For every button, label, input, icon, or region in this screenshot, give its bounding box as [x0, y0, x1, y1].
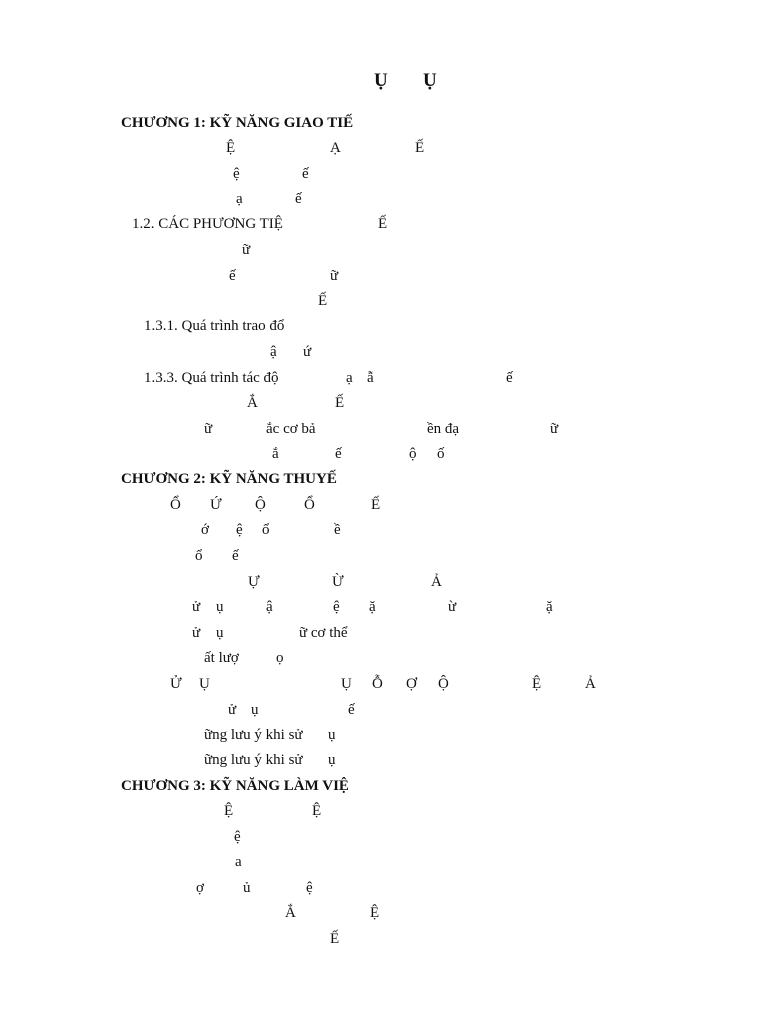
- toc-fragment: ụ: [216, 599, 224, 615]
- section-1-3-3-heading: 1.3.3. Quá trình tác độ: [144, 370, 279, 386]
- toc-fragment: ắ: [272, 446, 279, 462]
- toc-fragment: ế: [295, 191, 302, 207]
- toc-fragment: ế: [348, 702, 355, 718]
- toc-fragment: ạ: [346, 370, 353, 386]
- toc-fragment: Ụ: [199, 676, 210, 692]
- toc-fragment: ụ: [328, 727, 336, 743]
- toc-fragment: ớ: [201, 522, 209, 538]
- toc-fragment: ộ: [409, 446, 417, 462]
- toc-fragment: Ắ: [285, 905, 296, 921]
- section-1-2-heading: 1.2. CÁC PHƯƠNG TIỆ: [132, 216, 283, 232]
- toc-fragment: ụ: [328, 752, 336, 768]
- toc-fragment: ọ: [276, 650, 284, 666]
- toc-fragment: ất lượ: [204, 650, 239, 666]
- toc-fragment: ợ: [196, 880, 204, 896]
- toc-fragment: ổ: [262, 522, 270, 538]
- toc-fragment: Ế: [415, 140, 425, 156]
- toc-fragment: Ộ: [255, 497, 266, 513]
- toc-fragment: ế: [229, 268, 236, 284]
- toc-fragment: Ự: [248, 574, 260, 590]
- toc-fragment: Ệ: [226, 140, 236, 156]
- toc-fragment: ế: [302, 166, 309, 182]
- toc-fragment: ế: [506, 370, 513, 386]
- toc-fragment: ế: [232, 548, 239, 564]
- toc-fragment: ử: [192, 599, 201, 615]
- toc-fragment: Ộ: [438, 676, 449, 692]
- toc-fragment: ệ: [234, 829, 241, 845]
- toc-fragment: Ả: [431, 574, 442, 590]
- toc-fragment: ệ: [333, 599, 340, 615]
- toc-fragment: ững lưu ý khi sử: [204, 752, 303, 768]
- chapter-2-heading: CHƯƠNG 2: KỸ NĂNG THUYẾ: [121, 471, 337, 487]
- toc-fragment: ố: [437, 446, 445, 462]
- toc-fragment: ổ: [195, 548, 203, 564]
- toc-fragment: Ổ: [304, 497, 315, 513]
- toc-fragment: Ứ: [210, 497, 222, 513]
- toc-fragment: ữ: [242, 242, 251, 258]
- toc-fragment: ậ: [266, 599, 273, 615]
- toc-fragment: Ạ: [330, 140, 341, 156]
- toc-fragment: Ừ: [332, 574, 344, 590]
- toc-fragment: Ả: [585, 676, 596, 692]
- toc-fragment: Ệ: [370, 905, 380, 921]
- toc-fragment: ụ: [216, 625, 224, 641]
- toc-fragment: ệ: [236, 522, 243, 538]
- toc-fragment: Ệ: [312, 803, 322, 819]
- toc-fragment: ữ: [204, 421, 213, 437]
- toc-fragment: ế: [335, 446, 342, 462]
- toc-fragment: Ế: [330, 931, 340, 947]
- toc-fragment: ặ: [546, 599, 553, 615]
- chapter-1-heading: CHƯƠNG 1: KỸ NĂNG GIAO TIẾ: [121, 115, 354, 131]
- toc-title-fragment: Ụ: [374, 70, 388, 91]
- toc-fragment: ụ: [251, 702, 259, 718]
- toc-fragment: ừ: [448, 599, 457, 615]
- toc-fragment: ậ: [270, 344, 277, 360]
- toc-fragment: Ổ: [170, 497, 181, 513]
- section-1-3-1-heading: 1.3.1. Quá trình trao đổ: [144, 318, 285, 334]
- toc-fragment: ạ: [236, 191, 243, 207]
- toc-fragment: ử: [228, 702, 237, 718]
- toc-fragment: Ệ: [224, 803, 234, 819]
- toc-fragment: ủ: [243, 880, 251, 896]
- toc-fragment: ệ: [233, 166, 240, 182]
- toc-title-fragment: Ụ: [423, 70, 437, 91]
- toc-fragment: ắc cơ bả: [266, 421, 316, 437]
- toc-fragment: ử: [192, 625, 201, 641]
- toc-fragment: Ỗ: [372, 676, 383, 692]
- toc-fragment: Ệ: [532, 676, 542, 692]
- toc-fragment: Ế: [371, 497, 381, 513]
- toc-fragment: ữ cơ thể: [299, 625, 348, 641]
- toc-fragment: ệ: [306, 880, 313, 896]
- toc-fragment: ặ: [369, 599, 376, 615]
- toc-fragment: Ế: [378, 216, 388, 232]
- toc-fragment: ề: [334, 522, 341, 538]
- toc-fragment: ứ: [303, 344, 312, 360]
- toc-fragment: Ế: [335, 395, 345, 411]
- toc-fragment: ững lưu ý khi sử: [204, 727, 303, 743]
- toc-fragment: Ế: [318, 293, 328, 309]
- toc-fragment: ữ: [550, 421, 559, 437]
- toc-fragment: Ợ: [406, 676, 417, 692]
- toc-fragment: a: [235, 854, 242, 870]
- toc-fragment: Ụ: [341, 676, 352, 692]
- toc-fragment: Ắ: [247, 395, 258, 411]
- toc-fragment: ữ: [330, 268, 339, 284]
- toc-fragment: ẫ: [367, 370, 374, 386]
- toc-fragment: Ử: [170, 676, 182, 692]
- chapter-3-heading: CHƯƠNG 3: KỸ NĂNG LÀM VIỆ: [121, 778, 349, 794]
- toc-fragment: ền đạ: [427, 421, 460, 437]
